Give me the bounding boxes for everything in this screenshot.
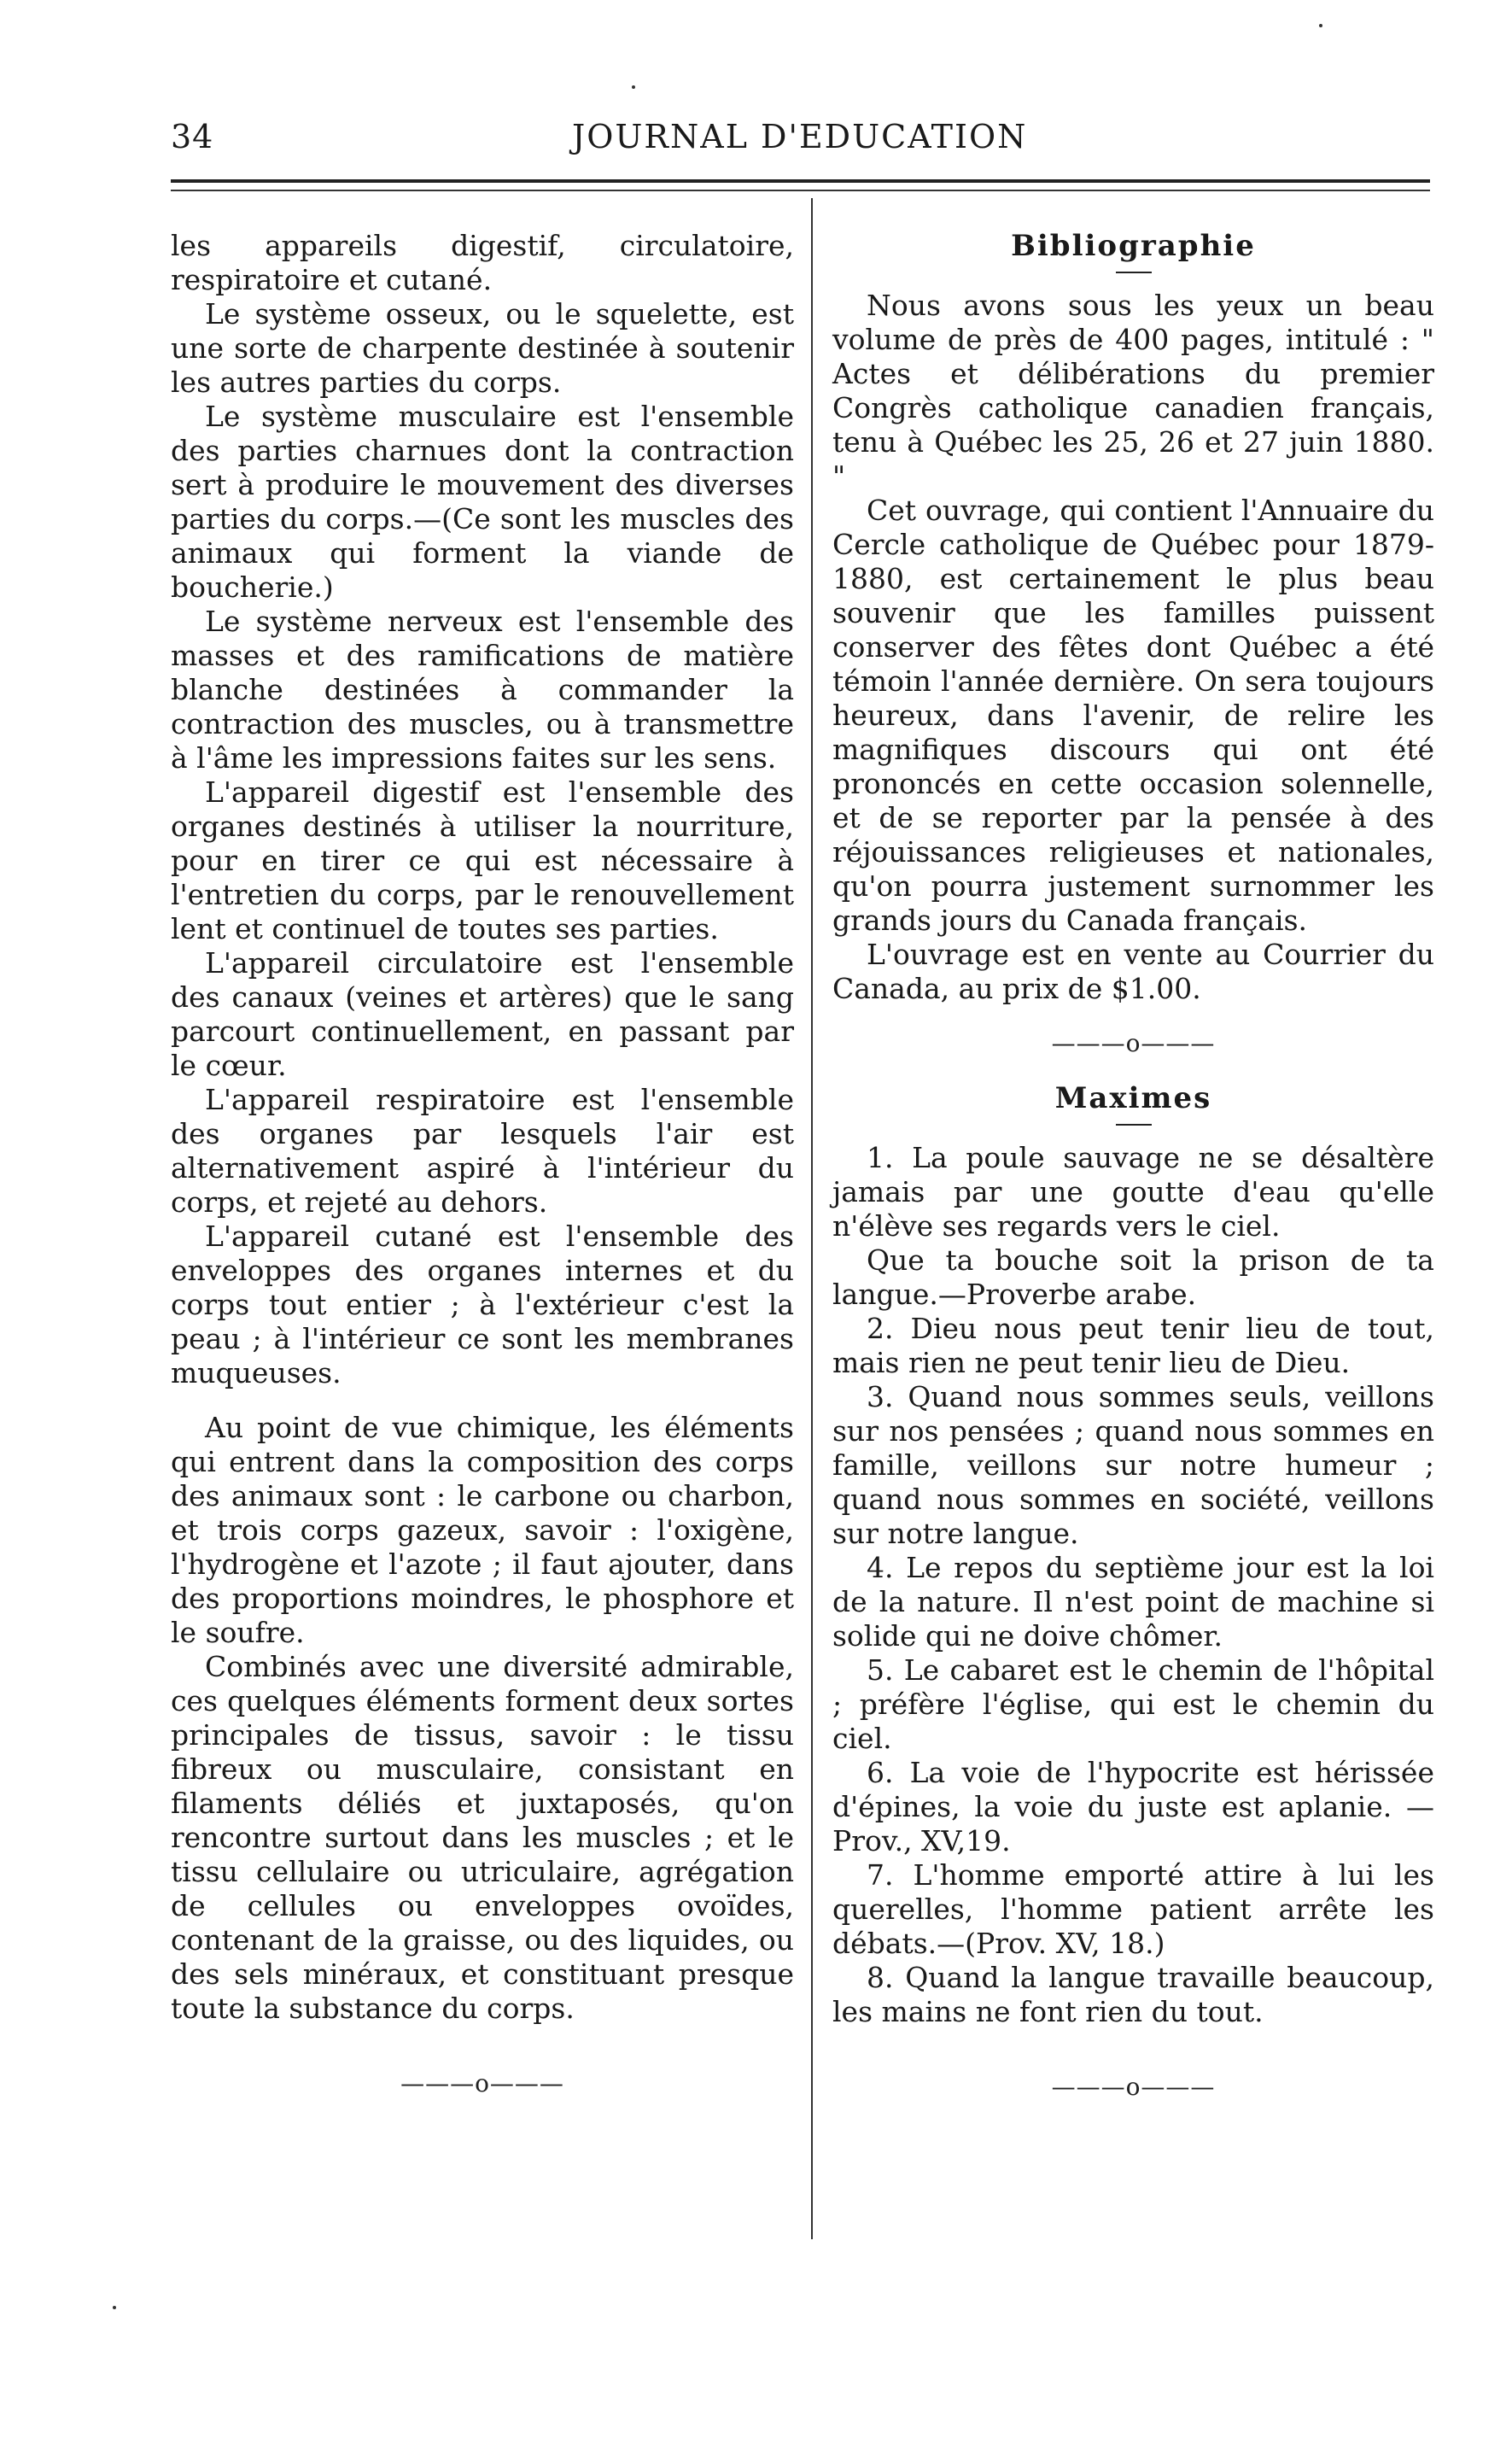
title-dash xyxy=(1116,1124,1152,1126)
print-speck xyxy=(632,85,635,89)
column-divider xyxy=(811,198,813,2239)
section-title-maximes: Maximes xyxy=(1054,1081,1212,1115)
page-number: 34 xyxy=(171,118,214,155)
maxim: Que ta bouche soit la prison de ta langue.—Proverbe arabe. xyxy=(832,1243,1434,1311)
page-header xyxy=(171,118,1434,169)
paragraph: L'appareil digestif est l'ensemble des organes destinés à utiliser la nourriture, pour en tirer ce qui est nécessaire à l'entretien du corps, par le renouvellement lent et continuel de toutes ses parties. xyxy=(171,775,794,945)
paragraph: Au point de vue chimique, les éléments qui entrent dans la composition des corps des animaux sont : le carbone ou charbon, et trois corps gazeux, savoir : l'oxigène, l'hydrogène et l'azote ; il faut ajouter, dans des proportions moindres, le phosphore et le soufre. xyxy=(171,1411,794,1649)
title-dash xyxy=(1116,272,1152,273)
running-title: JOURNAL D'EDUCATION xyxy=(572,118,1028,155)
maxim: 2. Dieu nous peut tenir lieu de tout, mais rien ne peut tenir lieu de Dieu. xyxy=(832,1312,1434,1379)
paragraph: Le système musculaire est l'ensemble des parties charnues dont la contraction sert à produire le mouvement des diverses parties du corps.—(Ce sont les muscles des animaux qui forment la viande de boucherie.) xyxy=(171,400,794,604)
section-title-bibliographie: Bibliographie xyxy=(1011,229,1256,263)
paragraph: Combinés avec une diversité admirable, ces quelques éléments forment deux sortes principales de tissus, savoir : le tissu fibreux ou musculaire, consistant en filaments déliés et juxtaposés, qu'on rencontre surtout dans les muscles ; et le tissu cellulaire ou utriculaire, agrégation de cellules ou enveloppes ovoïdes, contenant de la graisse, ou des liquides, ou des sels minéraux, et constituant presque toute la substance du corps. xyxy=(171,1650,794,2025)
left-column xyxy=(171,229,794,2101)
paragraph: Cet ouvrage, qui contient l'Annuaire du Cercle catholique de Québec pour 1879-1880, est certainement le plus beau souvenir que les familles puissent conserver des fêtes dont Québec a été témoin l'année dernière. On sera toujours heureux, dans l'avenir, de relire les magnifiques discours qui ont été prononcés en cette occasion solennelle, et de se reporter par la pensée à des réjouissances religieuses et nationales, qu'on pourra justement surnommer les grands jours du Canada français. xyxy=(832,494,1434,937)
maxim: 5. Le cabaret est le chemin de l'hôpital ; préfère l'église, qui est le chemin du ciel. xyxy=(832,1653,1434,1755)
maxim: 7. L'homme emporté attire à lui les querelles, l'homme patient arrête les débats.—(Prov. XV, 18.) xyxy=(832,1858,1434,1960)
maxim: 4. Le repos du septième jour est la loi de la nature. Il n'est point de machine si solide qui ne doive chômer. xyxy=(832,1551,1434,1653)
right-column xyxy=(832,229,1434,2104)
paragraph: L'ouvrage est en vente au Courrier du Canada, au prix de $1.00. xyxy=(832,938,1434,1005)
separator: ———o——— xyxy=(400,2069,564,2097)
paragraph: Le système osseux, ou le squelette, est une sorte de charpente destinée à soutenir les autres parties du corps. xyxy=(171,297,794,399)
separator: ———o——— xyxy=(1051,2073,1216,2101)
header-rule-thick xyxy=(171,179,1430,183)
print-speck xyxy=(113,2306,116,2309)
paragraph: L'appareil cutané est l'ensemble des enveloppes des organes internes et du corps tout entier ; à l'extérieur c'est la peau ; à l'intérieur ce sont les membranes muqueuses. xyxy=(171,1220,794,1389)
maxim: 1. La poule sauvage ne se désaltère jamais par une goutte d'eau qu'elle n'élève ses regards vers le ciel. xyxy=(832,1141,1434,1243)
separator: ———o——— xyxy=(1051,1029,1216,1057)
maxim: 8. Quand la langue travaille beaucoup, les mains ne font rien du tout. xyxy=(832,1961,1434,2028)
header-rule-thin xyxy=(171,190,1430,191)
maxim: 6. La voie de l'hypocrite est hérissée d'épines, la voie du juste est aplanie. —Prov., XV,19. xyxy=(832,1756,1434,1857)
paragraph: L'appareil respiratoire est l'ensemble des organes par lesquels l'air est alternativement aspiré à l'intérieur du corps, et rejeté au dehors. xyxy=(171,1083,794,1219)
paragraph: les appareils digestif, circulatoire, respiratoire et cutané. xyxy=(171,229,794,296)
paragraph: Nous avons sous les yeux un beau volume de près de 400 pages, intitulé : " Actes et délibérations du premier Congrès catholique canadien français, tenu à Québec les 25, 26 et 27 juin 1880. " xyxy=(832,289,1434,493)
print-speck xyxy=(1319,24,1322,27)
maxim: 3. Quand nous sommes seuls, veillons sur nos pensées ; quand nous sommes en famille, veillons sur notre humeur ; quand nous sommes en société, veillons sur notre langue. xyxy=(832,1380,1434,1550)
paragraph: L'appareil circulatoire est l'ensemble des canaux (veines et artères) que le sang parcourt continuellement, en passant par le cœur. xyxy=(171,946,794,1082)
paragraph: Le système nerveux est l'ensemble des masses et des ramifications de matière blanche destinées à commander la contraction des muscles, ou à transmettre à l'âme les impressions faites sur les sens. xyxy=(171,605,794,775)
